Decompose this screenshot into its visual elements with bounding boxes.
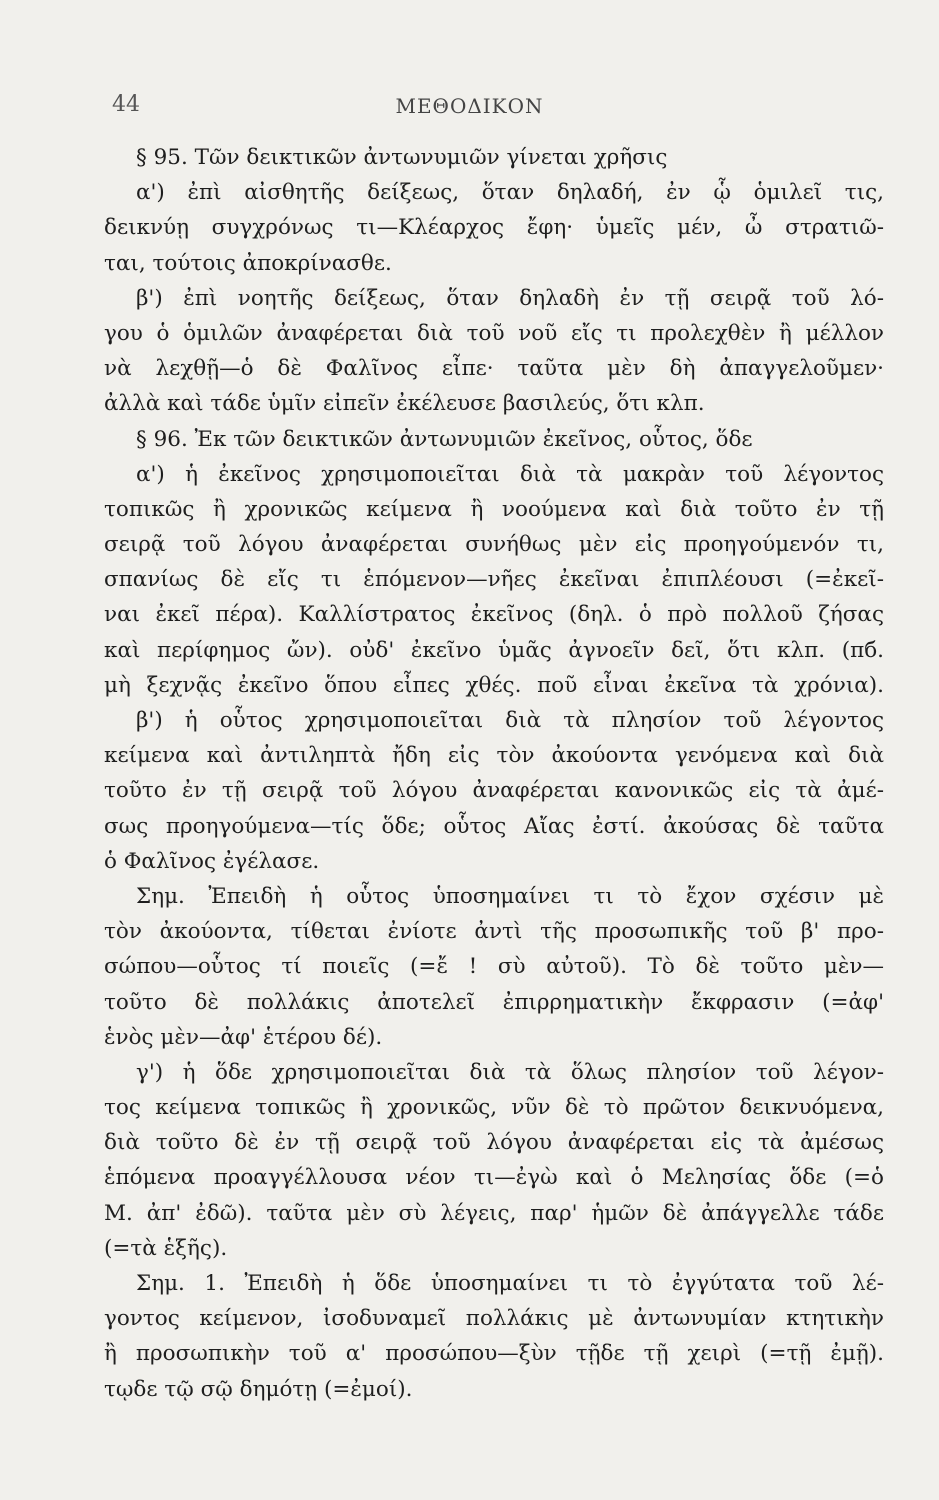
text-line: δεικνύῃ συγχρόνως τι—Κλέαρχος ἔφη· ὑμεῖς μέν, ὦ στρατιῶ- [104, 215, 884, 241]
text-line: τὸν ἀκούοντα, τίθεται ἐνίοτε ἀντὶ τῆς προσωπικῆς τοῦ β' προ- [104, 919, 884, 945]
text-line: ὁ Φαλῖνος ἐγέλασε. [104, 848, 320, 874]
text-line: β') ἐπὶ νοητῆς δείξεως, ὅταν δηλαδὴ ἐν τῇ σειρᾷ τοῦ λό- [136, 285, 884, 311]
text-line: γ') ἡ ὅδε χρησιμοποιεῖται διὰ τὰ ὅλως πλησίον τοῦ λέγον- [136, 1059, 884, 1085]
text-line: α') ἡ ἐκεῖνος χρησιμοποιεῖται διὰ τὰ μακρὰν τοῦ λέγοντος [136, 461, 884, 487]
text-line: καὶ περίφημος ὤν). οὐδ' ἐκεῖνο ὑμᾶς ἀγνοεῖν δεῖ, ὅτι κλπ. (πб. [104, 637, 884, 663]
text-line: § 96. Ἐκ τῶν δεικτικῶν ἀντωνυμιῶν ἐκεῖνος, οὗτος, ὅδε [136, 426, 753, 452]
text-line: Μ. ἀπ' ἐδῶ). ταῦτα μὲν σὺ λέγεις, παρ' ἡμῶν δὲ ἀπάγγελλε τάδε [104, 1200, 884, 1226]
text-line: β') ἡ οὗτος χρησιμοποιεῖται διὰ τὰ πλησίον τοῦ λέγοντος [136, 708, 884, 733]
text-line: τοπικῶς ἢ χρονικῶς κείμενα ἢ νοούμενα καὶ διὰ τοῦτο ἐν τῇ [104, 496, 884, 522]
page-header [0, 92, 939, 122]
text-line: Σημ. 1. Ἐπειδὴ ἡ ὅδε ὑποσημαίνει τι τὸ ἐγγύτατα τοῦ λέ- [136, 1271, 884, 1296]
text-line: τοῦτο δὲ πολλάκις ἀποτελεῖ ἐπιρρηματικὴν ἔκφρασιν (=ἀφ' [104, 989, 884, 1015]
page-number: 44 [112, 92, 140, 117]
text-line: διὰ τοῦτο δὲ ἐν τῇ σειρᾷ τοῦ λόγου ἀναφέρεται εἰς τὰ ἀμέσως [104, 1130, 884, 1156]
text-line: σώπου—οὗτος τί ποιεῖς (=ἔ ! σὺ αὐτοῦ). Τὸ δὲ τοῦτο μὲν— [104, 954, 884, 980]
text-line: ται, τούτοις ἀποκρίνασθε. [104, 250, 392, 276]
running-title: ΜΕΘΟΔΙΚΟΝ [395, 94, 544, 118]
text-line: μὴ ξεχνᾷς ἐκεῖνο ὅπου εἶπες χθές. ποῦ εἶναι ἐκεῖνα τὰ χρόνια). [104, 672, 884, 698]
text-line: Σημ. Ἐπειδὴ ἡ οὗτος ὑποσημαίνει τι τὸ ἔχον σχέσιν μὲ [136, 883, 884, 909]
text-line: ἀλλὰ καὶ τάδε ὑμῖν εἰπεῖν ἐκέλευσε βασιλεύς, ὅτι κλπ. [104, 391, 705, 417]
text-line: ἢ προσωπικὴν τοῦ α' προσώπου—ξὺν τῇδε τῇ χειρὶ (=τῇ ἐμῇ). [104, 1341, 884, 1367]
text-line: ἑνὸς μὲν—ἀφ' ἑτέρου δέ). [104, 1024, 383, 1050]
text-line: σπανίως δὲ εἴς τι ἑπόμενον—νῆες ἐκεῖναι ἐπιπλέουσι (=ἐκεῖ- [104, 567, 884, 593]
text-line: κείμενα καὶ ἀντιληπτὰ ἤδη εἰς τὸν ἀκούοντα γενόμενα καὶ διὰ [104, 743, 884, 769]
text-line: γοντος κείμενον, ἰσοδυναμεῖ πολλάκις μὲ ἀντωνυμίαν κτητικὴν [104, 1306, 884, 1332]
text-line: (=τὰ ἑξῆς). [104, 1235, 228, 1261]
text-line: νὰ λεχθῇ—ὁ δὲ Φαλῖνος εἶπε· ταῦτα μὲν δὴ ἀπαγγελοῦμεν· [104, 356, 884, 382]
text-line: § 95. Τῶν δεικτικῶν ἀντωνυμιῶν γίνεται χρῆσις [136, 145, 668, 170]
text-line: τῳδε τῷ σῷ δημότῃ (=ἐμοί). [104, 1376, 413, 1402]
text-line: τος κείμενα τοπικῶς ἢ χρονικῶς, νῦν δὲ τὸ πρῶτον δεικνυόμενα, [104, 1095, 884, 1121]
text-line: ἑπόμενα προαγγέλλουσα νέον τι—ἐγὼ καὶ ὁ Μελησίας ὅδε (=ὁ [104, 1165, 884, 1191]
text-line: τοῦτο ἐν τῇ σειρᾷ τοῦ λόγου ἀναφέρεται κανονικῶς εἰς τὰ ἀμέ- [104, 778, 884, 804]
text-line: σως προηγούμενα—τίς ὅδε; οὗτος Αἴας ἐστί. ἀκούσας δὲ ταῦτα [104, 813, 884, 839]
text-line: α') ἐπὶ αἰσθητῆς δείξεως, ὅταν δηλαδή, ἐν ᾧ ὁμιλεῖ τις, [136, 180, 884, 206]
text-line: σειρᾷ τοῦ λόγου ἀναφέρεται συνήθως μὲν εἰς προηγούμενόν τι, [104, 532, 884, 558]
text-line: γου ὁ ὁμιλῶν ἀναφέρεται διὰ τοῦ νοῦ εἴς τι προλεχθὲν ἢ μέλλον [104, 320, 884, 346]
text-line: ναι ἐκεῖ πέρα). Καλλίστρατος ἐκεῖνος (δηλ. ὁ πρὸ πολλοῦ ζήσας [104, 602, 884, 628]
page-body-text [104, 140, 884, 1407]
